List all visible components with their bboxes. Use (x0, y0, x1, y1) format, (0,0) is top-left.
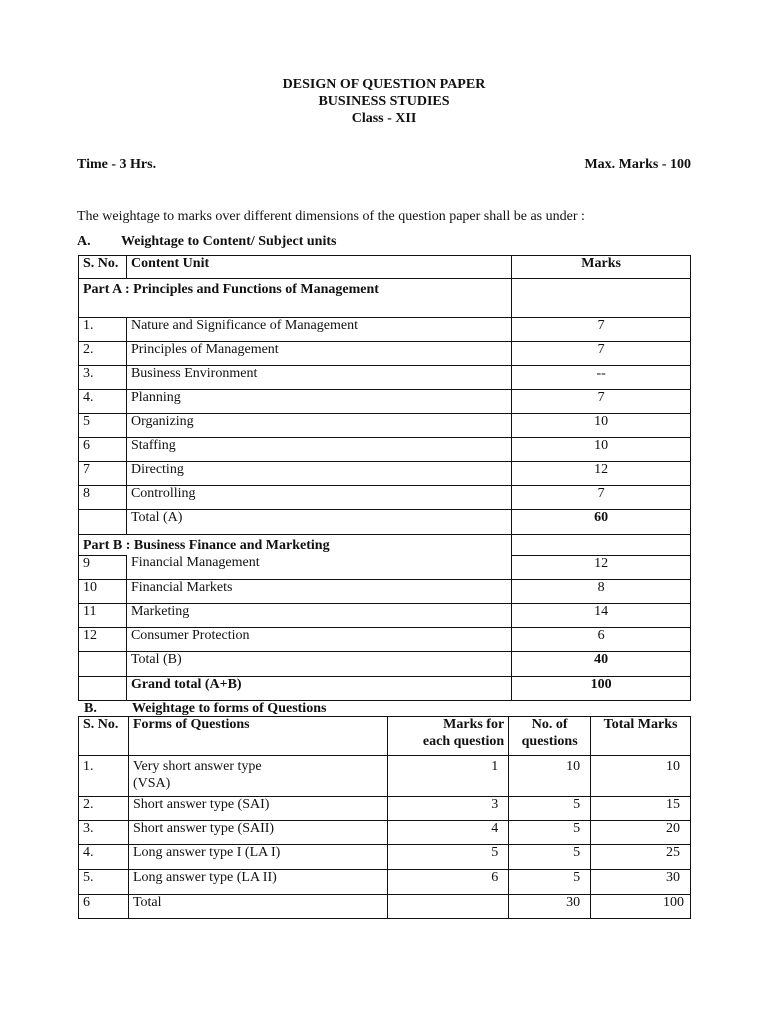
row-unit: Organizing (126, 414, 511, 438)
row-marks: 7 (512, 486, 691, 510)
total-sno: 6 (79, 895, 129, 919)
total-b-row (79, 651, 691, 676)
row-num: 5 (509, 821, 591, 845)
grand-total-label: Grand total (A+B) (126, 676, 511, 700)
total-a-row (79, 510, 691, 535)
col-total-header: Total Marks (591, 717, 691, 756)
row-marks: 6 (388, 870, 509, 895)
row-marks: 14 (512, 603, 691, 627)
col-marks-each-line2: each question (422, 733, 505, 749)
row-form: Long answer type (LA II) (128, 870, 387, 895)
row-marks: 7 (512, 342, 691, 366)
row-sno: 3. (79, 366, 127, 390)
row-unit: Controlling (126, 486, 511, 510)
total-row (79, 895, 691, 919)
col-forms-header: Forms of Questions (128, 717, 387, 756)
col-unit-header: Content Unit (126, 256, 511, 279)
part-a-heading-row (79, 279, 691, 318)
row-sno: 5. (79, 870, 129, 895)
row-sno: 4. (79, 845, 129, 870)
part-b-heading: Part B : Business Finance and Marketing (79, 535, 512, 556)
section-a-heading: Weightage to Content/ Subject units (121, 234, 337, 249)
table-row (79, 845, 691, 870)
row-marks: -- (512, 366, 691, 390)
row-sno: 1. (79, 756, 129, 797)
row-num: 10 (509, 756, 591, 797)
row-form: Short answer type (SAI) (128, 797, 387, 821)
table-row (79, 870, 691, 895)
total-b-label: Total (B) (126, 651, 511, 676)
row-num: 5 (509, 845, 591, 870)
total-label: Total (128, 895, 387, 919)
row-marks: 1 (388, 756, 509, 797)
row-sno: 8 (79, 486, 127, 510)
row-unit: Marketing (126, 603, 511, 627)
row-marks: 12 (512, 462, 691, 486)
row-sno: 7 (79, 462, 127, 486)
row-sno: 5 (79, 414, 127, 438)
row-marks: 7 (512, 390, 691, 414)
total-num: 30 (509, 895, 591, 919)
col-num-line1: No. of (531, 717, 568, 732)
section-a-letter: A. (77, 234, 91, 249)
table-row (79, 579, 691, 603)
section-b-letter: B. (84, 701, 97, 716)
table-row (79, 390, 691, 414)
content-weightage-table (78, 255, 691, 701)
row-sno: 12 (79, 627, 127, 651)
row-marks: 8 (512, 579, 691, 603)
table-row (79, 821, 691, 845)
row-unit: Staffing (126, 438, 511, 462)
total-a-value: 60 (512, 510, 691, 535)
table-row (79, 555, 691, 579)
question-forms-table (78, 716, 691, 919)
row-marks: 6 (512, 627, 691, 651)
row-marks: 3 (388, 797, 509, 821)
row-sno: 11 (79, 603, 127, 627)
table-header-row (79, 717, 691, 756)
row-form: Short answer type (SAII) (128, 821, 387, 845)
table-row (79, 414, 691, 438)
time-label: Time - 3 Hrs. (77, 157, 157, 172)
row-unit: Principles of Management (126, 342, 511, 366)
row-sno: 6 (79, 438, 127, 462)
row-total: 25 (591, 845, 691, 870)
intro-text: The weightage to marks over different dimensions of the question paper shall be as under : (77, 209, 585, 224)
row-form: Long answer type I (LA I) (128, 845, 387, 870)
table-row (79, 797, 691, 821)
row-form-line1: Very short answer type (132, 759, 262, 774)
col-marks-each-header (388, 717, 509, 756)
row-marks: 4 (388, 821, 509, 845)
section-b-heading: Weightage to forms of Questions (132, 701, 327, 716)
row-unit: Business Environment (126, 366, 511, 390)
grand-total-value: 100 (512, 676, 691, 700)
row-sno: 9 (79, 555, 127, 579)
row-sno: 4. (79, 390, 127, 414)
table-row (79, 627, 691, 651)
row-marks: 10 (512, 438, 691, 462)
row-unit: Planning (126, 390, 511, 414)
total-b-value: 40 (512, 651, 691, 676)
table-row (79, 462, 691, 486)
row-marks: 10 (512, 414, 691, 438)
col-marks-each-line1: Marks for (443, 717, 505, 732)
row-unit: Nature and Significance of Management (126, 318, 511, 342)
grand-total-row (79, 676, 691, 700)
row-total: 15 (591, 797, 691, 821)
title-line-2: BUSINESS STUDIES (318, 94, 450, 109)
table-row (79, 366, 691, 390)
row-sno: 2. (79, 797, 129, 821)
table-row (79, 603, 691, 627)
col-sno-header: S. No. (79, 256, 127, 279)
col-sno-header: S. No. (79, 717, 129, 756)
max-marks-label: Max. Marks - 100 (584, 157, 691, 172)
table-row (79, 318, 691, 342)
row-sno: 10 (79, 579, 127, 603)
title-line-1: DESIGN OF QUESTION PAPER (282, 77, 486, 92)
row-unit: Financial Management (126, 555, 511, 579)
row-marks: 5 (388, 845, 509, 870)
table-row (79, 486, 691, 510)
row-total: 30 (591, 870, 691, 895)
row-total: 10 (591, 756, 691, 797)
title-line-3: Class - XII (351, 111, 417, 126)
row-unit: Financial Markets (126, 579, 511, 603)
row-sno: 2. (79, 342, 127, 366)
row-unit: Consumer Protection (126, 627, 511, 651)
row-sno: 3. (79, 821, 129, 845)
row-sno: 1. (79, 318, 127, 342)
row-form (128, 756, 387, 797)
table-row (79, 756, 691, 797)
row-total: 20 (591, 821, 691, 845)
col-num-line2: questions (521, 733, 578, 749)
col-marks-header: Marks (512, 256, 691, 279)
total-a-label: Total (A) (126, 510, 511, 535)
row-unit: Directing (126, 462, 511, 486)
table-row (79, 342, 691, 366)
row-marks: 7 (512, 318, 691, 342)
part-b-heading-row (79, 535, 691, 556)
row-num: 5 (509, 870, 591, 895)
table-row (79, 438, 691, 462)
row-marks: 12 (512, 555, 691, 579)
row-num: 5 (509, 797, 591, 821)
col-num-header (509, 717, 591, 756)
row-form-line2: (VSA) (132, 775, 171, 791)
part-a-heading: Part A : Principles and Functions of Management (79, 279, 512, 318)
total-value: 100 (591, 895, 691, 919)
table-header-row (79, 256, 691, 279)
